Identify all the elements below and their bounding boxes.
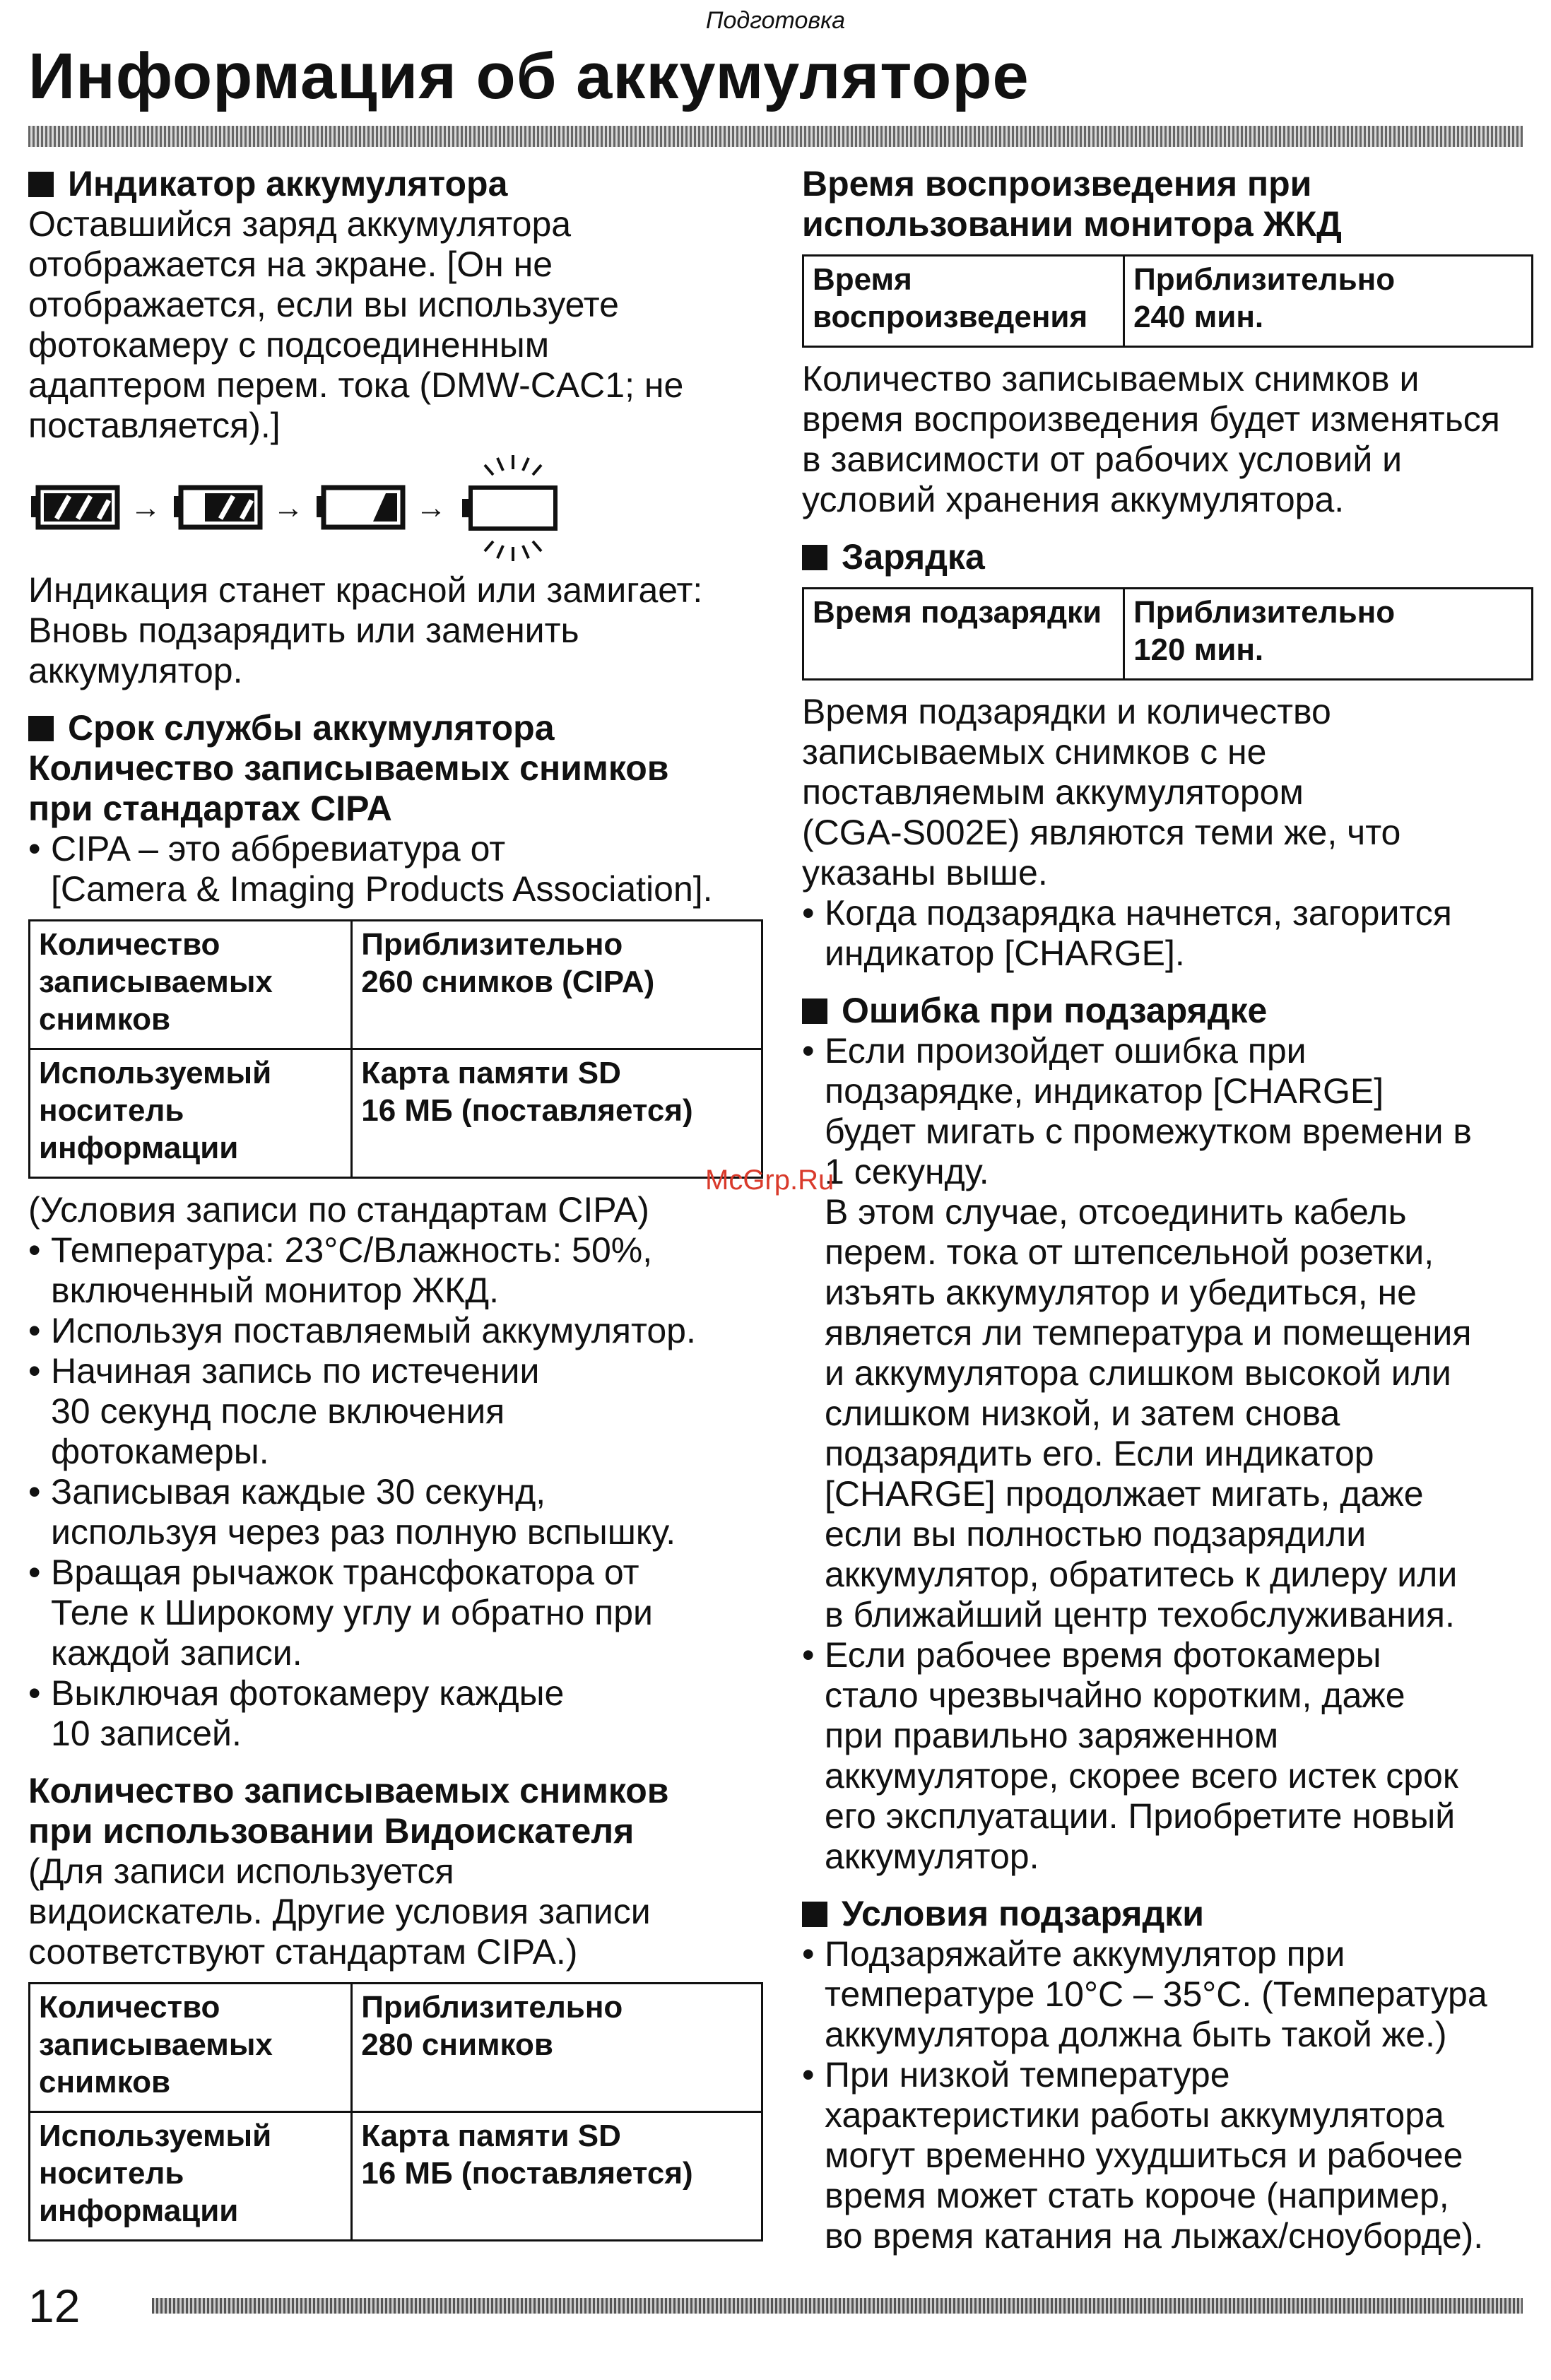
footer-rule [152,2298,1523,2314]
charging-error-details: В этом случае, отсоединить кабель перем. тока от штепсельной розетки, изъять аккумулятор и убедиться, не является ли температура и помещения и аккумулятора слишком высокой или слишком низкой, и затем снова подзарядить его. Если индикатор [CHARGE] продолжает мигать, даже если вы полностью подзарядили аккумулятор, обратитесь к дилеру или в ближайший центр техобслуживания. [825,1192,1472,1634]
heading-viewfinder: Количество записываемых снимков при использовании Видоискателя [28,1771,669,1851]
table-key: Используемый носитель информации [30,1049,352,1178]
table-row [803,256,1533,347]
list-item: • Температура: 23°С/Влажность: 50%, включенный монитор ЖКД. [28,1230,763,1311]
right-column [802,164,1533,2256]
heading-charging-error: Ошибка при подзарядке [802,991,1533,1031]
battery-indicator-sequence [28,447,763,567]
table-row [803,589,1533,680]
list-item: • Подзаряжайте аккумулятор при температуре 10°С – 35°С. (Температура аккумулятора должна быть такой же.) [802,1934,1533,2055]
table-value: Приблизительно 260 снимков (CIPA) [352,921,762,1049]
arrow-icon: → [273,490,304,525]
page-title: Информация об аккумуляторе [28,40,1030,112]
table-value: Карта памяти SD 16 МБ (поставляется) [352,1049,762,1178]
list-item: • Если рабочее время фотокамеры стало чрезвычайно коротким, даже при правильно заряженном аккумуляторе, скорее всего истек срок его эксплуатации. Приобретите новый аккумулятор. [802,1635,1533,1877]
table-key: Количество записываемых снимков [30,1984,352,2112]
table-key: Время подзарядки [803,589,1124,680]
list-item: • Вращая рычажок трансфокатора от Теле к Широкому углу и обратно при каждой записи. [28,1553,763,1673]
table-key: Используемый носитель информации [30,2112,352,2241]
battery-two-thirds-icon [171,479,263,536]
cipa-note: • CIPA – это аббревиатура от [Camera & Imaging Products Association]. [28,829,763,909]
table-value: Карта памяти SD 16 МБ (поставляется) [352,2112,762,2241]
battery-indicator-warning: Индикация станет красной или замигает: Вновь подзарядить или заменить аккумулятор. [28,570,703,690]
arrow-icon: → [130,490,161,525]
table-value: Приблизительно 280 снимков [352,1984,762,2112]
title-rule [28,126,1523,147]
charging-table [802,587,1533,681]
table-row [30,1984,762,2112]
battery-one-third-icon [314,479,406,536]
list-item: • Когда подзарядка начнется, загорится индикатор [CHARGE]. [802,893,1533,974]
cipa-table [28,919,763,1179]
battery-empty-blinking-icon [456,451,570,564]
arrow-icon: → [415,490,447,525]
left-column [28,164,763,2253]
viewfinder-text: (Для записи используется видоискатель. Другие условия записи соответствуют стандартам CIPA.) [28,1851,651,1972]
heading-playback: Время воспроизведения при использовании монитора ЖКД [802,164,1342,244]
list-item: • Выключая фотокамеру каждые 10 записей. [28,1673,763,1754]
table-row [30,2112,762,2241]
subheading-cipa-shots: Количество записываемых снимков при стандартах CIPA [28,748,669,828]
page-number: 12 [28,2280,81,2332]
table-row [30,1049,762,1178]
heading-charging-conditions: Условия подзарядки [802,1894,1533,1934]
playback-table [802,254,1533,348]
list-item: • Начиная запись по истечении 30 секунд после включения фотокамеры. [28,1351,763,1472]
list-item: • Если произойдет ошибка при подзарядке, индикатор [CHARGE] будет мигать с промежутком времени в 1 секунду. [802,1031,1533,1192]
battery-full-icon [28,479,120,536]
charging-text: Время подзарядки и количество записываемых снимков с не поставляемым аккумулятором (CGA-S002E) являются теми же, что указаны выше. [802,692,1401,892]
list-item: • Записывая каждые 30 секунд, используя через раз полную вспышку. [28,1472,763,1553]
table-key: Время воспроизведения [803,256,1124,347]
table-value: Приблизительно 120 мин. [1124,589,1533,680]
list-item: • Используя поставляемый аккумулятор. [28,1311,763,1351]
section-label: Подготовка [705,7,846,34]
heading-battery-life: Срок службы аккумулятора [28,708,763,748]
heading-charging: Зарядка [802,537,1533,577]
cipa-conditions-title: (Условия записи по стандартам CIPA) [28,1190,649,1230]
table-key: Количество записываемых снимков [30,921,352,1049]
battery-indicator-text: Оставшийся заряд аккумулятора отображается на экране. [Он не отображается, если вы используете фотокамеру с подсоединенным адаптером перем. тока (DMW-CAC1; не поставляется).] [28,204,684,445]
table-value: Приблизительно 240 мин. [1124,256,1533,347]
list-item: • При низкой температуре характеристики работы аккумулятора могут временно ухудшиться и рабочее время может стать короче (например, во время катания на лыжах/сноуборде). [802,2055,1533,2256]
table-row [30,921,762,1049]
watermark: McGrp.Ru [705,1165,835,1196]
heading-battery-indicator: Индикатор аккумулятора [28,164,763,204]
viewfinder-table [28,1982,763,2241]
playback-text: Количество записываемых снимков и время воспроизведения будет изменяться в зависимости от рабочих условий и условий хранения аккумулятора. [802,359,1500,519]
